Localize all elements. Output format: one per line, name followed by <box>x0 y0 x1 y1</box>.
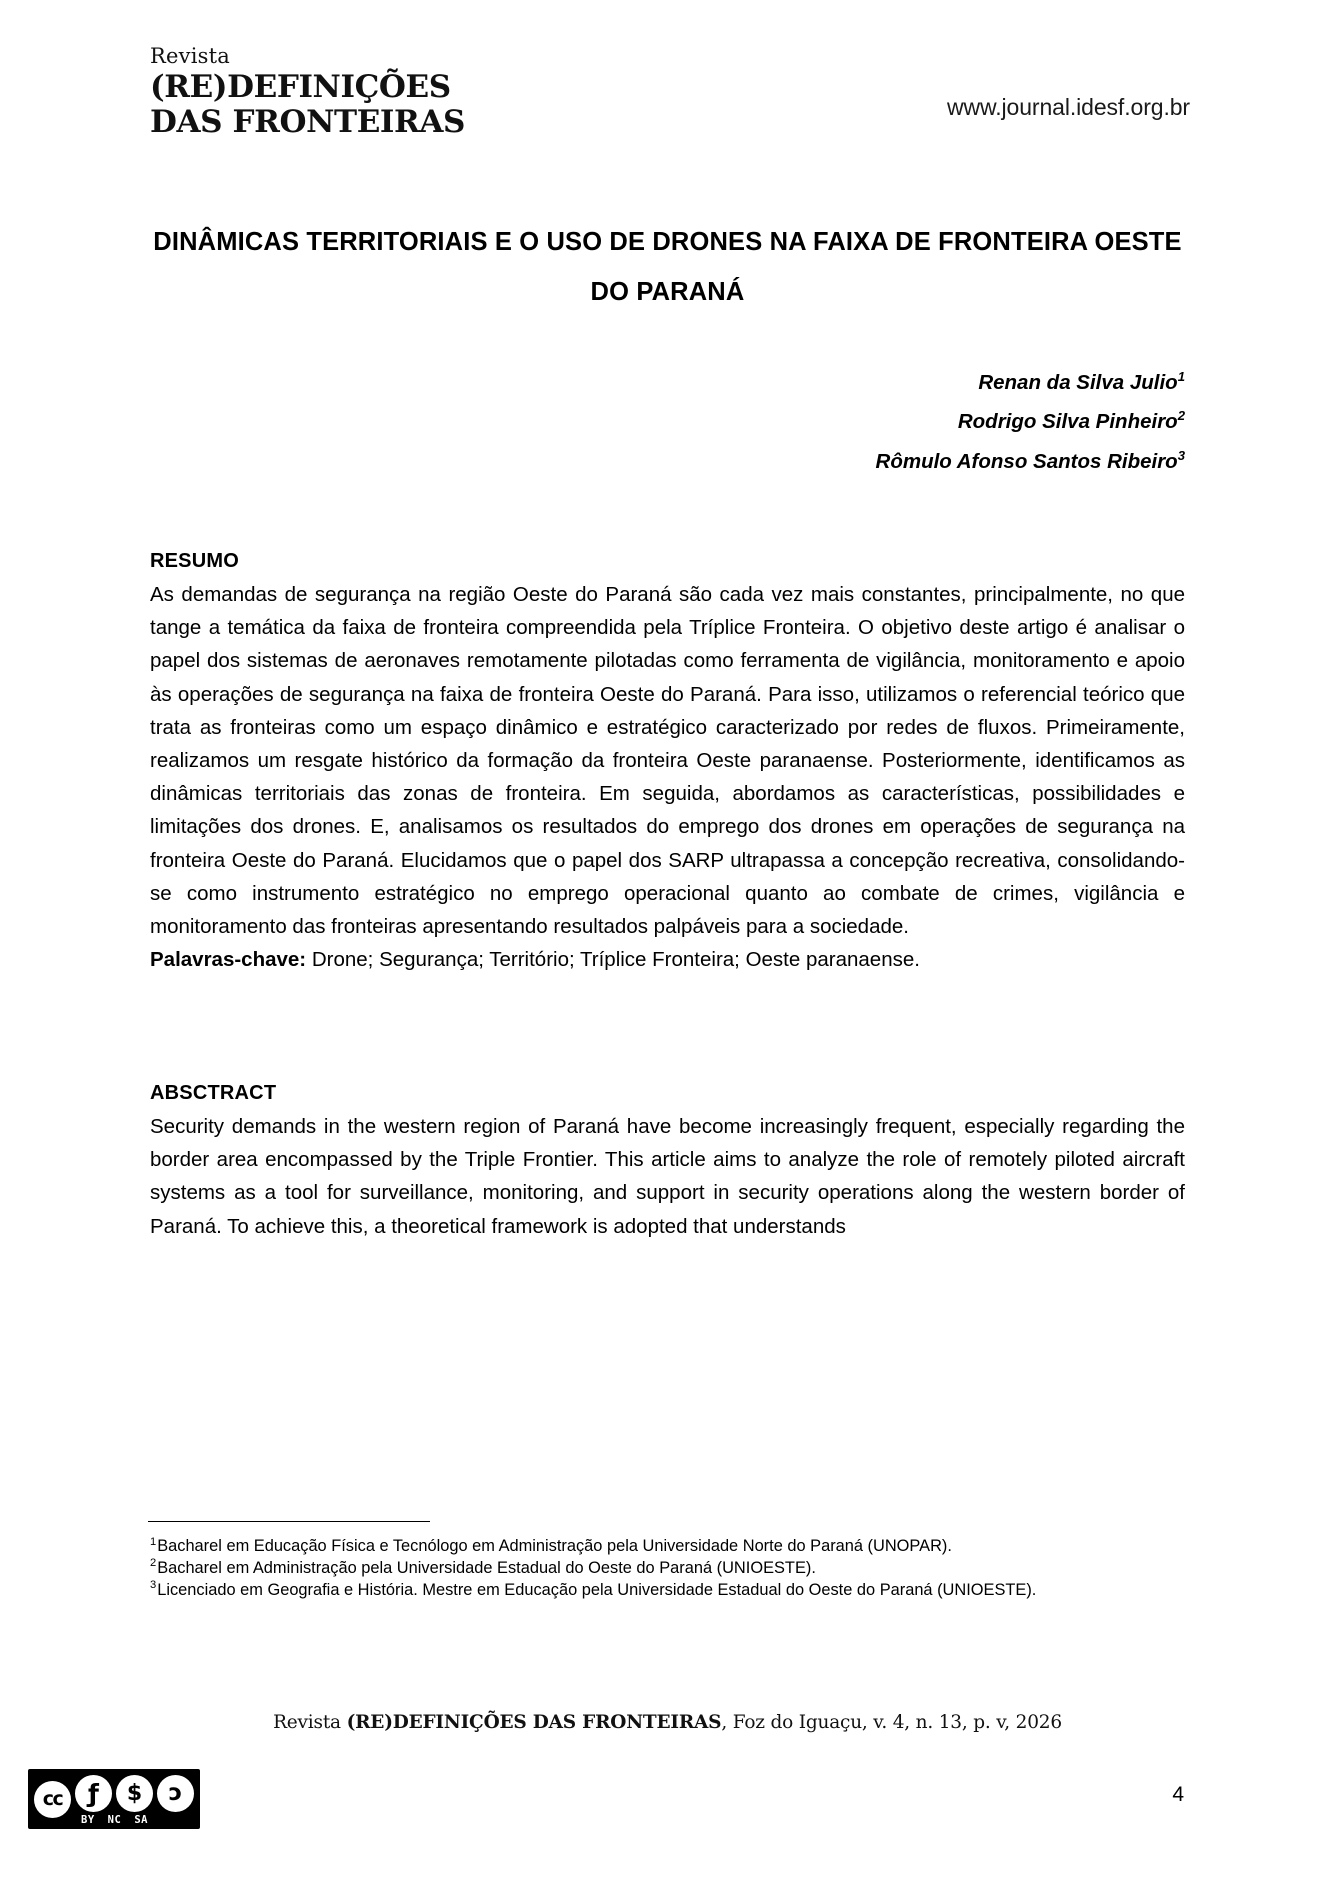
cc-nc-icon <box>116 1775 153 1812</box>
footnote-list <box>150 1536 1185 1601</box>
logo-title-line1: (RE)DEFINIÇÕES <box>150 69 451 105</box>
footnote-text: Licenciado em Geografia e História. Mestre em Educação pela Universidade Estadual do Oeste do Paraná (UNIOESTE). <box>157 1580 1037 1599</box>
citation-journal-name: (RE)DEFINIÇÕES DAS FRONTEIRAS <box>346 1712 722 1733</box>
journal-website-url[interactable]: www.journal.idesf.org.br <box>946 94 1190 120</box>
resumo-body: As demandas de segurança na região Oeste do Paraná são cada vez mais constantes, principalmente, no que tange a temática da faixa de fronteira compreendida pela Tríplice Fronteira. O objetivo deste artigo é analisar o papel dos sistemas de aeronaves remotamente pilotadas como ferramenta de vigilância, monitoramento e apoio às operações de segurança na faixa de fronteira Oeste do Paraná. Para isso, utilizamos o referencial teórico que trata as fronteiras como um espaço dinâmico e estratégico caracterizado por redes de fluxos. Primeiramente, realizamos um resgate histórico da formação da fronteira Oeste paranaense. Posteriormente, identificamos as dinâmicas territoriais das zonas de fronteira. Em seguida, abordamos as características, possibilidades e limitações dos drones. E, analisamos os resultados do emprego dos drones em operações de segurança na fronteira Oeste do Paraná. Elucidamos que o papel dos SARP ultrapassa a concepção recreativa, consolidando-se como instrumento estratégico no emprego operacional quanto ao combate de crimes, vigilância e monitoramento das fronteiras apresentando resultados palpáveis para a sociedade. <box>150 583 1185 939</box>
abstract-body: Security demands in the western region of Paraná have become increasingly frequent, especially regarding the border area encompassed by the Triple Frontier. This article aims to analyze the role of remotely piloted aircraft systems as a tool for surveillance, monitoring, and support in security operations along the western border of Paraná. To achieve this, a theoretical framework is adopted that understands <box>150 1115 1185 1238</box>
cc-logo-icon <box>34 1781 71 1818</box>
page-number: 4 <box>1172 1783 1184 1806</box>
title-line-1: DINÂMICAS TERRITORIAIS E O USO DE DRONES NA FAIXA DE <box>153 228 931 256</box>
footnote-marker: 2 <box>150 1557 157 1570</box>
journal-logo <box>150 46 465 139</box>
author-list <box>150 363 1185 481</box>
title-line-2: FRONTEIRA OESTE DO PARANÁ <box>590 228 1182 306</box>
creative-commons-license-badge[interactable] <box>28 1769 200 1829</box>
author-name: Renan da Silva Julio <box>978 371 1178 394</box>
author-name: Rômulo Afonso Santos Ribeiro <box>875 449 1178 473</box>
footnote-text: Bacharel em Educação Física e Tecnólogo em Administração pela Universidade Norte do Paraná (UNOPAR). <box>157 1537 952 1555</box>
footnote-item <box>150 1580 1185 1602</box>
abstract-heading: ABSCTRACT <box>150 1082 277 1104</box>
logo-title-line2: DAS FRONTEIRAS <box>150 103 466 140</box>
page-header <box>150 46 1190 141</box>
cc-by-icon <box>75 1775 112 1812</box>
abstract-section <box>150 1078 1185 1243</box>
cc-label-by: BY <box>81 1814 95 1826</box>
cc-label-sa: SA <box>134 1814 148 1826</box>
footnote-separator-rule <box>148 1521 430 1522</box>
logo-revista-label: Revista <box>150 44 230 68</box>
cc-nc-glyph: $ <box>126 1780 143 1806</box>
footnote-text: Bacharel em Administração pela Universidade Estadual do Oeste do Paraná (UNIOESTE). <box>157 1558 816 1577</box>
author-entry <box>150 442 1185 481</box>
cc-sa-glyph: ɔ <box>168 1780 183 1806</box>
keywords-label: Palavras-chave: <box>150 948 307 972</box>
author-footnote-marker: 1 <box>1177 369 1185 385</box>
cc-logo-glyph: cc <box>42 1787 63 1810</box>
resumo-section <box>150 546 1185 976</box>
page-title <box>150 218 1185 317</box>
cc-label-nc: NC <box>107 1814 122 1826</box>
resumo-heading: RESUMO <box>150 550 239 572</box>
citation-prefix: Revista <box>273 1712 347 1733</box>
author-footnote-marker: 2 <box>1177 408 1185 424</box>
cc-sa-icon <box>157 1775 194 1812</box>
footnote-marker: 3 <box>150 1579 157 1592</box>
author-entry <box>150 402 1185 441</box>
author-entry <box>150 363 1185 402</box>
cc-by-glyph: ƒ <box>88 1779 99 1808</box>
citation-suffix: , Foz do Iguaçu, v. 4, n. 13, p. v, 2026 <box>721 1712 1062 1733</box>
footer-citation <box>150 1712 1185 1733</box>
keywords-value: Drone; Segurança; Território; Tríplice Fronteira; Oeste paranaense. <box>311 948 920 972</box>
cc-clause-labels <box>81 1814 148 1826</box>
cc-clause-icons <box>75 1775 194 1812</box>
footnote-marker: 1 <box>150 1535 157 1548</box>
author-name: Rodrigo Silva Pinheiro <box>957 410 1178 434</box>
footnote-item <box>150 1558 1185 1580</box>
author-footnote-marker: 3 <box>1177 447 1185 463</box>
footnote-item <box>150 1536 1185 1558</box>
keywords-line <box>150 943 1185 976</box>
